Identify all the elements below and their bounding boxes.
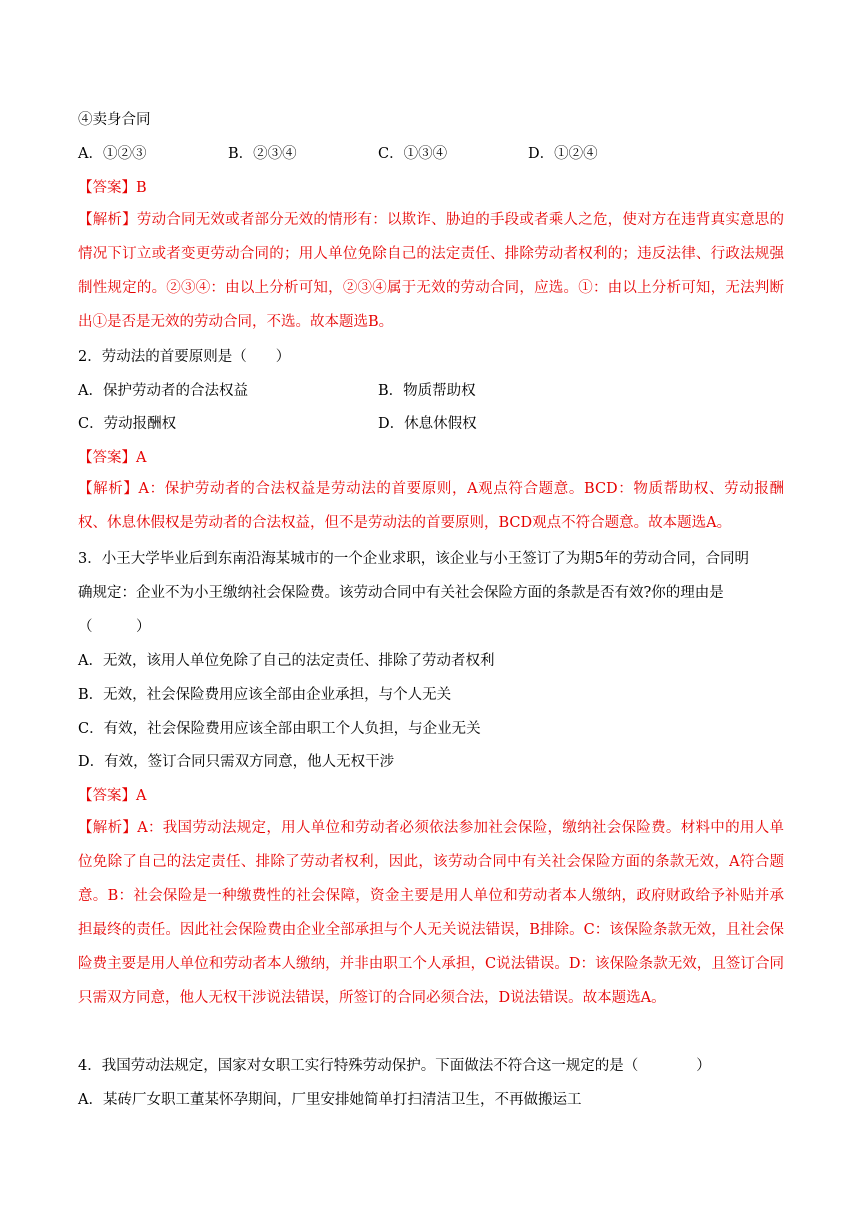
q3-stem-line-2: 确规定：企业不为小王缴纳社会保险费。该劳动合同中有关社会保险方面的条款是否有效?你的理由是 xyxy=(78,585,724,601)
q2-option-d: D．休息休假权 xyxy=(378,416,477,432)
q1-option-d: D．①②④ xyxy=(528,146,598,162)
q1-option-b: B．②③④ xyxy=(228,146,297,162)
q2-answer: 【答案】A xyxy=(78,450,147,466)
q2-option-c: C．劳动报酬权 xyxy=(78,416,177,432)
q3-answer: 【答案】A xyxy=(78,788,147,804)
q3-option-c: C．有效，社会保险费用应该全部由职工个人负担，与企业无关 xyxy=(78,721,481,737)
q2-option-a: A．保护劳动者的合法权益 xyxy=(78,383,248,399)
q1-option-c: C．①③④ xyxy=(378,146,448,162)
q3-analysis: 【解析】A：我国劳动法规定，用人单位和劳动者必须依法参加社会保险，缴纳社会保险费。材料中的用人单位免除了自己的法定责任、排除了劳动者权利，因此，该劳动合同中有关社会保险方面的条款无效，A符合题意。B：社会保险是一种缴费性的社会保障，资金主要是用人单位和劳动者本人缴纳，政府财政给予补贴并承担最终的责任。因此社会保险费由企业全部承担与个人无关说法错误，B排除。C：该保险条款无效，且社会保险费主要是用人单位和劳动者本人缴纳，并非由职工个人承担，C说法错误。D：该保险条款无效，且签订合同只需双方同意，他人无权干涉说法错误，所签订的合同必须合法，D说法错误。故本题选A。 xyxy=(78,820,784,1006)
q1-item-4: ④卖身合同 xyxy=(78,112,151,128)
q3-option-a: A．无效，该用人单位免除了自己的法定责任、排除了劳动者权利 xyxy=(78,653,495,669)
q3-option-d: D．有效，签订合同只需双方同意，他人无权干涉 xyxy=(78,754,395,770)
q2-analysis: 【解析】A：保护劳动者的合法权益是劳动法的首要原则，A观点符合题意。BCD：物质帮助权、劳动报酬权、休息休假权是劳动者的合法权益，但不是劳动法的首要原则，BCD观点不符合题意。故本题选A。 xyxy=(78,481,784,531)
q2-stem: 2．劳动法的首要原则是（ ） xyxy=(78,349,291,365)
q4-stem: 4．我国劳动法规定，国家对女职工实行特殊劳动保护。下面做法不符合这一规定的是（ ） xyxy=(78,1058,711,1074)
q3-stem-line-3: （ ） xyxy=(78,619,151,635)
q2-option-b: B．物质帮助权 xyxy=(378,383,476,399)
q1-answer: 【答案】B xyxy=(78,180,147,196)
q1-option-a: A．①②③ xyxy=(78,146,147,162)
q4-option-a: A．某砖厂女职工董某怀孕期间，厂里安排她简单打扫清洁卫生，不再做搬运工 xyxy=(78,1092,582,1108)
q3-option-b: B．无效，社会保险费用应该全部由企业承担，与个人无关 xyxy=(78,687,452,703)
q1-analysis: 【解析】劳动合同无效或者部分无效的情形有：以欺诈、胁迫的手段或者乘人之危，使对方在违背真实意思的情况下订立或者变更劳动合同的；用人单位免除自己的法定责任、排除劳动者权利的；违反法律、行政法规强制性规定的。②③④：由以上分析可知，②③④属于无效的劳动合同，应选。①：由以上分析可知，无法判断出①是否是无效的劳动合同，不选。故本题选B。 xyxy=(78,212,784,330)
q3-stem-line-1: 3．小王大学毕业后到东南沿海某城市的一个企业求职，该企业与小王签订了为期5年的劳动合同，合同明 xyxy=(78,551,749,567)
